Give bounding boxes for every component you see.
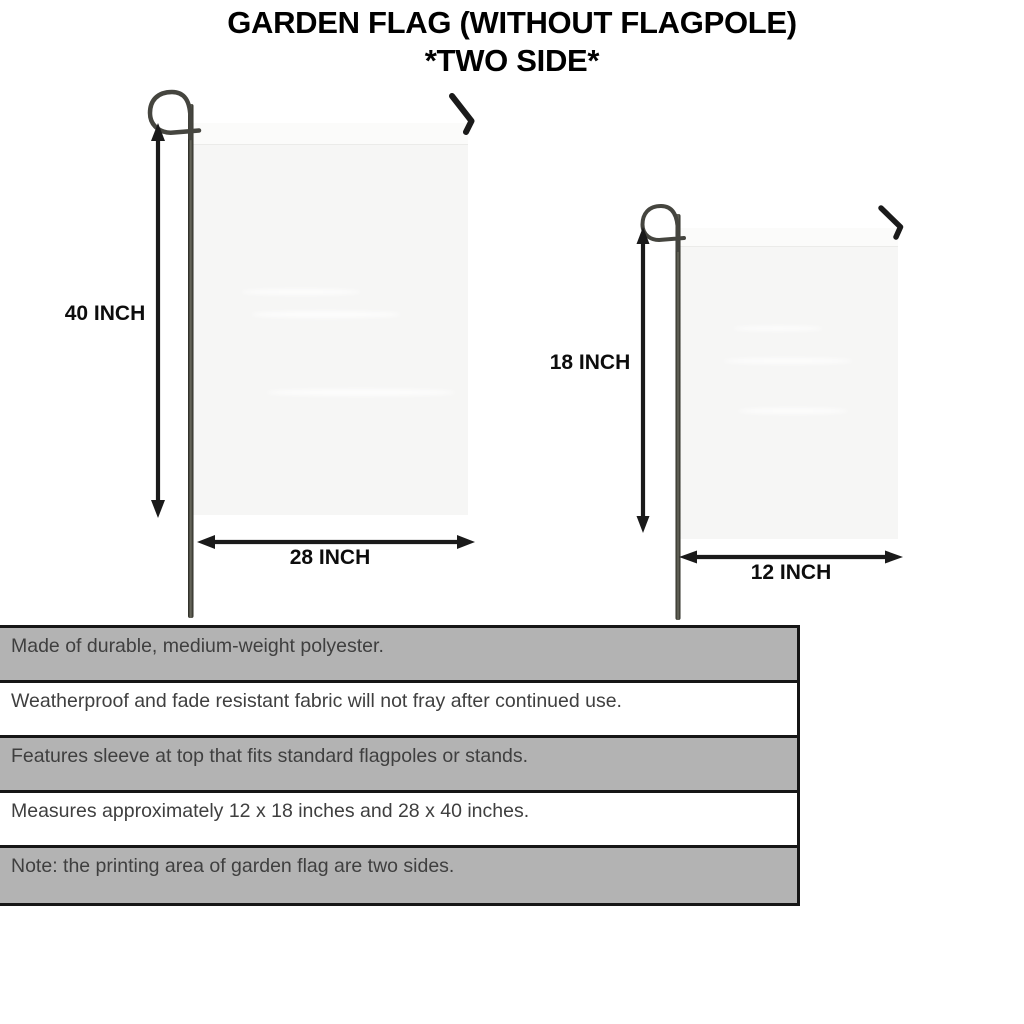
small-flag-height-label: 18 INCH — [549, 351, 631, 374]
small-flag-width-label: 12 INCH — [750, 561, 832, 584]
small-flagpole — [643, 206, 685, 620]
page-title: GARDEN FLAG (WITHOUT FLAGPOLE) — [227, 5, 797, 40]
small-height-arrow-icon — [637, 227, 650, 533]
feature-row: Note: the printing area of garden flag are two sides. — [0, 848, 797, 903]
large-pole-hook-icon — [452, 96, 472, 132]
large-flag-width-label: 28 INCH — [289, 546, 371, 569]
feature-row: Made of durable, medium-weight polyester. — [0, 628, 797, 683]
small-pole-hook-icon — [881, 208, 901, 237]
large-flag-height-label: 40 INCH — [64, 302, 146, 325]
features-table — [0, 625, 800, 906]
feature-row: Measures approximately 12 x 18 inches and 28 x 40 inches. — [0, 793, 797, 848]
page-subtitle: *TWO SIDE* — [424, 42, 600, 78]
feature-row: Weatherproof and fade resistant fabric will not fray after continued use. — [0, 683, 797, 738]
feature-row: Features sleeve at top that fits standard flagpoles or stands. — [0, 738, 797, 793]
